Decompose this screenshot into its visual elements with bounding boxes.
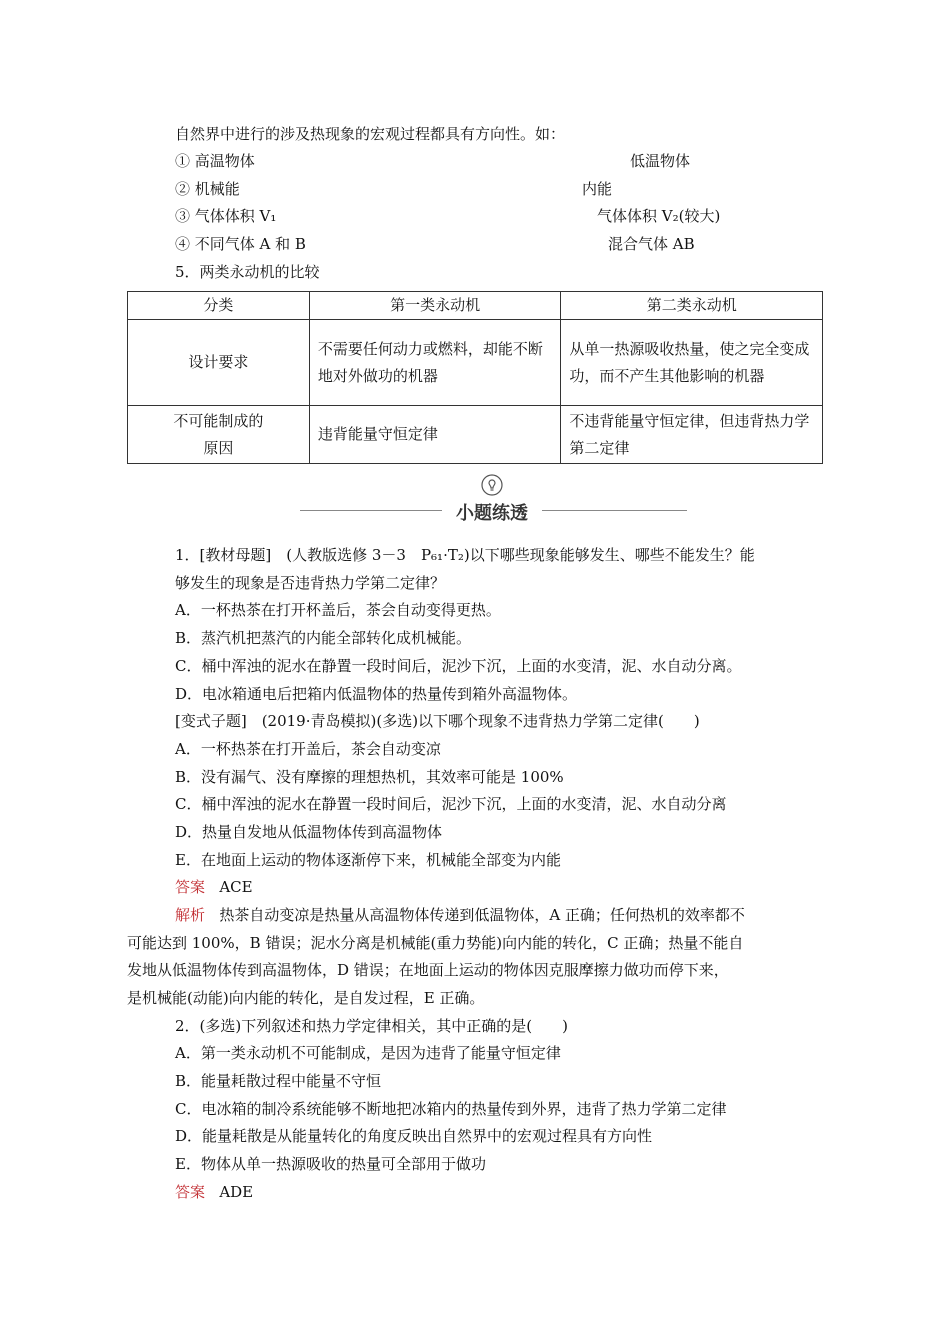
- table-row: [128, 320, 823, 406]
- q2-option: D．能量耗散是从能量转化的角度反映出自然界中的宏观过程具有方向性: [175, 1127, 653, 1145]
- example-3-left: ③ 气体体积 V₁: [175, 207, 277, 225]
- analysis-line1: [175, 905, 745, 925]
- analysis-label: 解析: [175, 906, 206, 924]
- q1-option: D．电冰箱通电后把箱内低温物体的热量传到箱外高温物体。: [175, 685, 578, 703]
- answer-value: ADE: [219, 1183, 254, 1201]
- table-header-row: [128, 292, 823, 320]
- example-4-right: 混合气体 AB: [608, 235, 695, 253]
- analysis-line4: 是机械能(动能)向内能的转化，是自发过程，E 正确。: [127, 989, 485, 1007]
- example-1-right: 低温物体: [630, 152, 691, 170]
- q1-option: C．桶中浑浊的泥水在静置一段时间后，泥沙下沉，上面的水变清，泥、水自动分离。: [175, 657, 742, 675]
- answer-label: 答案: [175, 1183, 206, 1201]
- intro-sentence: 自然界中进行的涉及热现象的宏观过程都具有方向性。如：: [175, 125, 566, 143]
- table-header: 第一类永动机: [309, 292, 561, 320]
- example-2-right: 内能: [582, 180, 613, 198]
- q1-stem-line1: 1．[教材母题] (人教版选修 3－3 P₆₁·T₂)以下哪些现象能够发生、哪些不能发生？能: [175, 546, 755, 564]
- variant-stem: [变式子题] (2019·青岛模拟)(多选)以下哪个现象不违背热力学第二定律( ): [175, 712, 700, 730]
- example-3-right: 气体体积 V₂(较大): [597, 207, 721, 225]
- table-cell: 从单一热源吸收热量，使之完全变成功，而不产生其他影响的机器: [561, 320, 823, 406]
- analysis-line3: 发地从低温物体传到高温物体，D 错误；在地面上运动的物体因克服摩擦力做功而停下来，: [127, 961, 729, 979]
- analysis-text: 热茶自动变凉是热量从高温物体传递到低温物体，A 正确；任何热机的效率都不: [219, 906, 745, 924]
- table-cell: 不违背能量守恒定律，但违背热力学第二定律: [561, 406, 823, 464]
- variant-option: E．在地面上运动的物体逐渐停下来，机械能全部变为内能: [175, 851, 561, 869]
- table-row: [128, 406, 823, 464]
- variant-option: D．热量自发地从低温物体传到高温物体: [175, 823, 443, 841]
- variant-option: A．一杯热茶在打开盖后，茶会自动变凉: [175, 740, 441, 758]
- q2-option: A．第一类永动机不可能制成，是因为违背了能量守恒定律: [175, 1044, 561, 1062]
- q1-stem-line2: 够发生的现象是否违背热力学第二定律？: [175, 574, 446, 592]
- perpetual-motion-table: [127, 291, 823, 464]
- divider-left: [300, 510, 442, 511]
- answer-value: ACE: [219, 878, 253, 896]
- table-cell: 不可能制成的原因: [128, 406, 310, 464]
- example-2-left: ② 机械能: [175, 180, 240, 198]
- table-cell: 违背能量守恒定律: [309, 406, 561, 464]
- analysis-line2: 可能达到 100%，B 错误；泥水分离是机械能(重力势能)向内能的转化，C 正确；热量不能自: [127, 934, 744, 952]
- q2-option: E．物体从单一热源吸收的热量可全部用于做功: [175, 1155, 486, 1173]
- variant-option: C．桶中浑浊的泥水在静置一段时间后，泥沙下沉，上面的水变清，泥、水自动分离: [175, 795, 727, 813]
- table-cell: 设计要求: [128, 320, 310, 406]
- variant-answer: [175, 877, 253, 897]
- answer-label: 答案: [175, 878, 206, 896]
- q2-option: B．能量耗散过程中能量不守恒: [175, 1072, 382, 1090]
- table-cell: 不需要任何动力或燃料，却能不断地对外做功的机器: [309, 320, 561, 406]
- q2-option: C．电冰箱的制冷系统能够不断地把冰箱内的热量传到外界，违背了热力学第二定律: [175, 1100, 727, 1118]
- q1-option: A．一杯热茶在打开杯盖后，茶会自动变得更热。: [175, 601, 501, 619]
- variant-option: B．没有漏气、没有摩擦的理想热机，其效率可能是 100%: [175, 768, 564, 786]
- heading-5: 5．两类永动机的比较: [175, 263, 320, 281]
- q1-option: B．蒸汽机把蒸汽的内能全部转化成机械能。: [175, 629, 472, 647]
- table-header: 第二类永动机: [561, 292, 823, 320]
- q2-answer: [175, 1182, 253, 1202]
- q2-stem: 2．(多选)下列叙述和热力学定律相关，其中正确的是( ): [175, 1017, 568, 1035]
- example-4-left: ④ 不同气体 A 和 B: [175, 235, 306, 253]
- divider-right: [542, 510, 687, 511]
- table-header: 分类: [128, 292, 310, 320]
- section-title: 小题练透: [456, 503, 528, 524]
- lightbulb-icon: [481, 474, 503, 496]
- example-1-left: ① 高温物体: [175, 152, 255, 170]
